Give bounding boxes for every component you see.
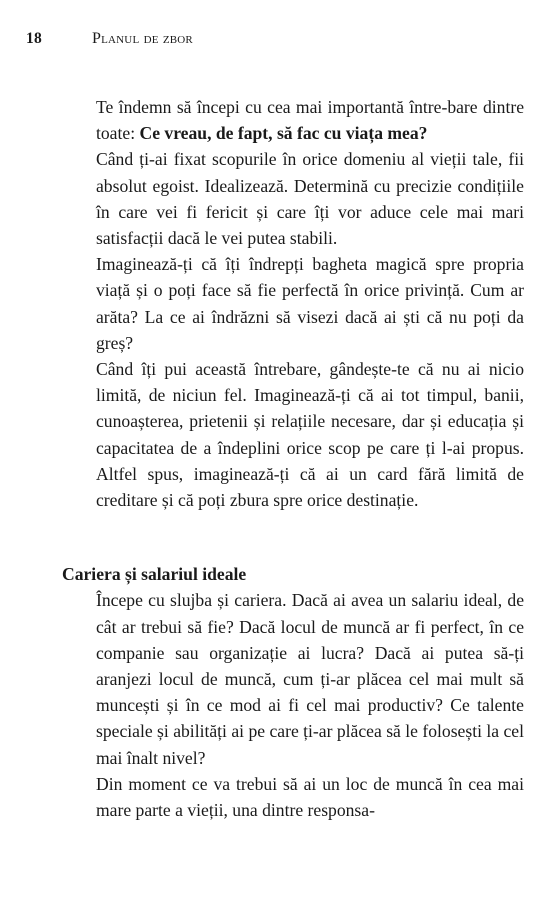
- section-heading: Cariera și salariul ideale: [62, 564, 247, 585]
- paragraph-4: Când îți pui această întrebare, gândește-te că nu ai nicio limită, de niciun fel. Imaginează-ți că ai tot timpul, banii, cunoașterea, prietenii și relațiile necesare, dar și educația și capacitatea de a îndeplini orice scop pe care ți l-ai propus. Altfel spus, imaginează-ți că ai un card fără limită de creditare și că poți zbura spre orice destinație.: [96, 359, 524, 511]
- paragraph-1-text: Te îndemn să începi cu cea mai importantă între-bare dintre toate:: [96, 97, 524, 144]
- key-question: Ce vreau, de fapt, să fac cu viața mea?: [139, 123, 428, 144]
- section-paragraph-2: Din moment ce va trebui să ai un loc de muncă în cea mai mare parte a vieții, una dintre responsa-: [96, 773, 524, 821]
- section-paragraph-1: Începe cu slujba și cariera. Dacă ai avea un salariu ideal, de cât ar trebui să fie? Dacă locul de muncă ar fi perfect, în ce companie sau organizație ai lucra? Dacă ai putea să-ți aranjezi locul de muncă, cum ți-ar plăcea cel mai mult să muncești și în ce mod ai fi cel mai productiv? Ce talente speciale și abilități ai pe care ți-ar plăcea să le folosești la cel mai înalt nivel?: [96, 590, 524, 768]
- paragraph-1: [96, 94, 524, 146]
- page-number: 18: [26, 30, 42, 47]
- page-body: [62, 94, 524, 823]
- paragraph-2: Când ți-ai fixat scopurile în orice domeniu al vieții tale, fii absolut egoist. Idealizează. Determină cu precizie condițiile în care vei fi fericit și care îți vor aduce cele mai mari satisfacții dacă le vei putea stabili.: [96, 149, 524, 249]
- paragraph-3: Imaginează-ți că îți îndrepți bagheta magică spre propria viață și o poți face să fie perfectă în orice privință. Cum ar arăta? La ce ai îndrăzni să visezi dacă ai ști că nu poți da greș?: [96, 254, 524, 353]
- page-header: [26, 30, 513, 52]
- running-title: Planul de zbor: [92, 30, 193, 47]
